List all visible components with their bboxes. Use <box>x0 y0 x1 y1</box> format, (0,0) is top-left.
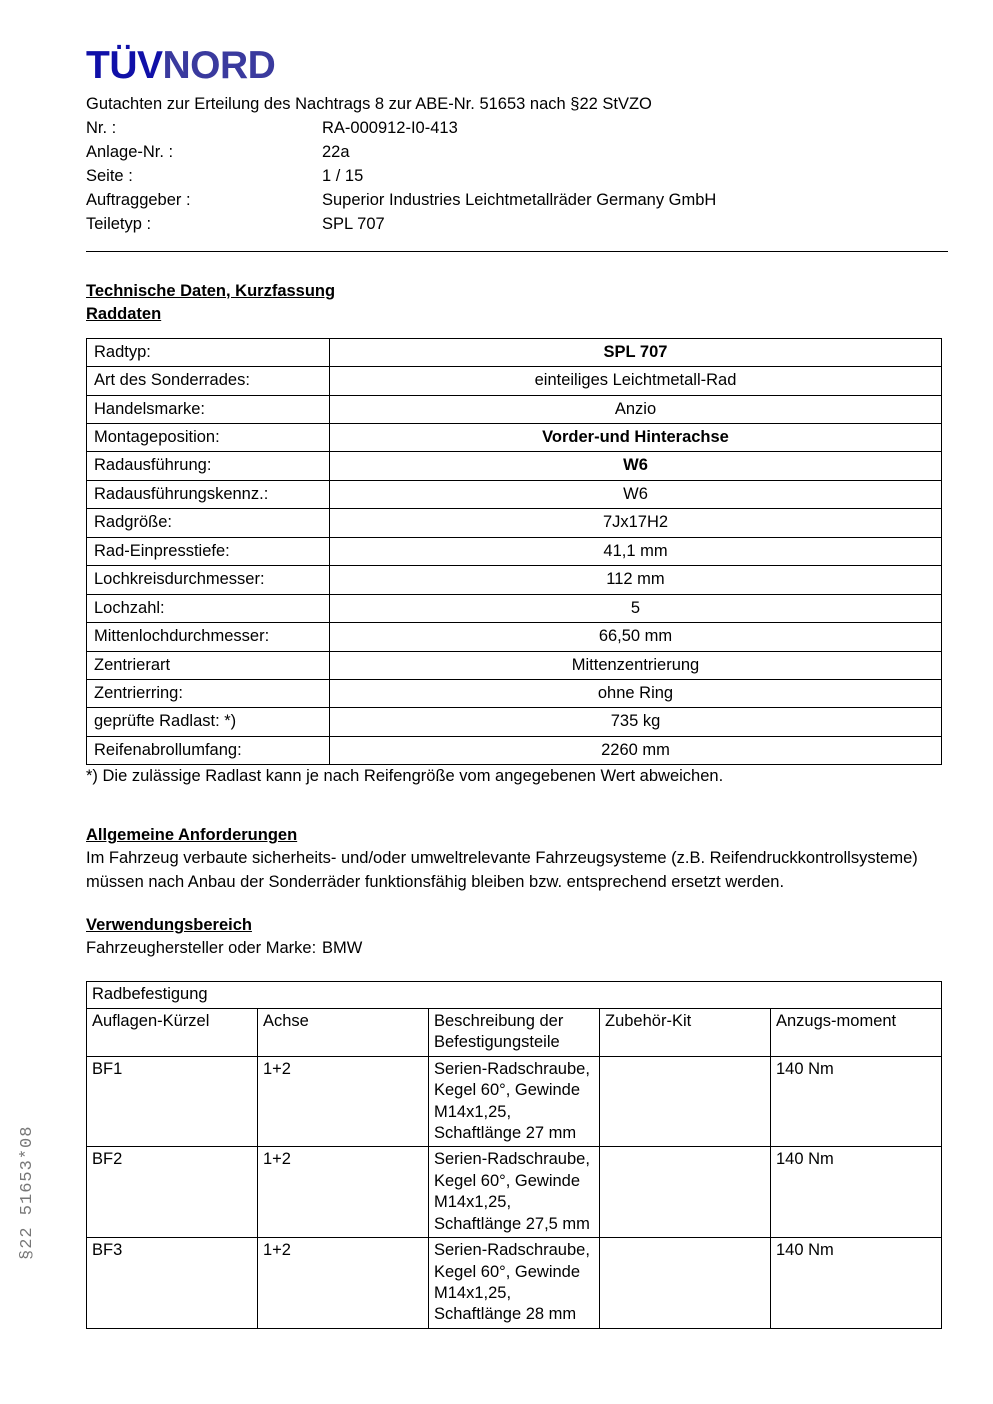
fastening-header-kit: Zubehör-Kit <box>600 1008 771 1056</box>
wheel-data-value: 735 kg <box>330 708 942 736</box>
wheel-data-key: Zentrierring: <box>87 679 330 707</box>
fastening-kuerzel: BF1 <box>87 1056 258 1147</box>
table-row <box>87 537 942 565</box>
wheel-data-value: 41,1 mm <box>330 537 942 565</box>
usage-value: BMW <box>322 939 363 958</box>
radlast-footnote: *) Die zulässige Radlast kann je nach Reifengröße vom angegebenen Wert abweichen. <box>86 767 724 786</box>
meta-row-nr <box>86 117 948 141</box>
meta-label-seite: Seite : <box>86 166 133 185</box>
vertical-stamp-text: §22 51653*08 <box>18 1125 37 1260</box>
wheel-data-value: 5 <box>330 594 942 622</box>
wheel-data-key: Lochkreisdurchmesser: <box>87 566 330 594</box>
usage-area-table <box>86 937 948 961</box>
fastening-beschreibung: Serien-Radschraube, Kegel 60°, Gewinde M14x1,25, Schaftlänge 28 mm <box>429 1238 600 1329</box>
usage-label: Fahrzeughersteller oder Marke: <box>86 939 317 958</box>
wheel-data-value: W6 <box>330 480 942 508</box>
table-row <box>87 679 942 707</box>
header-meta-table <box>86 117 948 237</box>
document-content <box>86 46 948 1329</box>
table-row <box>87 623 942 651</box>
tech-data-heading: Technische Daten, Kurzfassung <box>86 281 336 300</box>
wheel-data-key: Mittenlochdurchmesser: <box>87 623 330 651</box>
wheel-fastening-table <box>86 981 942 1329</box>
table-row <box>87 480 942 508</box>
wheel-data-key: Radgröße: <box>87 509 330 537</box>
table-row <box>87 452 942 480</box>
fastening-kit <box>600 1147 771 1238</box>
fastening-header-kuerzel: Auflagen-Kürzel <box>87 1008 258 1056</box>
meta-value-nr: RA-000912-I0-413 <box>322 118 458 137</box>
fastening-header-moment: Anzugs-moment <box>771 1008 942 1056</box>
meta-row-seite <box>86 165 948 189</box>
wheel-data-value: 2260 mm <box>330 736 942 764</box>
wheel-data-key: Radausführungskennz.: <box>87 480 330 508</box>
wheel-data-value: 112 mm <box>330 566 942 594</box>
table-row <box>87 338 942 366</box>
table-row <box>87 1147 942 1238</box>
meta-value-teiletyp: SPL 707 <box>322 214 385 233</box>
fastening-header-row <box>87 1008 942 1056</box>
table-row <box>87 1056 942 1147</box>
fastening-achse: 1+2 <box>258 1238 429 1329</box>
fastening-header-achse: Achse <box>258 1008 429 1056</box>
wheel-data-key: geprüfte Radlast: *) <box>87 708 330 736</box>
wheel-data-key: Radausführung: <box>87 452 330 480</box>
meta-value-anlage: 22a <box>322 142 350 161</box>
table-row <box>87 1238 942 1329</box>
meta-value-auftraggeber: Superior Industries Leichtmetallräder Germany GmbH <box>322 190 717 209</box>
table-row <box>87 395 942 423</box>
meta-row-anlage <box>86 141 948 165</box>
table-row <box>87 651 942 679</box>
wheel-data-value: Vorder-und Hinterachse <box>330 424 942 452</box>
wheel-data-key: Rad-Einpresstiefe: <box>87 537 330 565</box>
table-row <box>87 367 942 395</box>
meta-label-nr: Nr. : <box>86 118 117 137</box>
table-row <box>87 509 942 537</box>
wheel-data-key: Zentrierart <box>87 651 330 679</box>
fastening-kuerzel: BF2 <box>87 1147 258 1238</box>
meta-row-auftraggeber <box>86 189 948 213</box>
wheel-data-value: Mittenzentrierung <box>330 651 942 679</box>
fastening-caption: Radbefestigung <box>87 982 942 1008</box>
wheel-data-value: Anzio <box>330 395 942 423</box>
meta-value-seite: 1 / 15 <box>322 166 364 185</box>
wheel-data-heading: Raddaten <box>86 304 162 323</box>
fastening-moment: 140 Nm <box>771 1056 942 1147</box>
fastening-kit <box>600 1056 771 1147</box>
wheel-data-key: Montageposition: <box>87 424 330 452</box>
meta-label-teiletyp: Teiletyp : <box>86 214 152 233</box>
fastening-kuerzel: BF3 <box>87 1238 258 1329</box>
wheel-data-key: Radtyp: <box>87 338 330 366</box>
wheel-data-value: 7Jx17H2 <box>330 509 942 537</box>
wheel-data-value: 66,50 mm <box>330 623 942 651</box>
table-row <box>87 594 942 622</box>
fastening-achse: 1+2 <box>258 1147 429 1238</box>
wheel-data-value: SPL 707 <box>330 338 942 366</box>
meta-label-anlage: Anlage-Nr. : <box>86 142 174 161</box>
fastening-moment: 140 Nm <box>771 1147 942 1238</box>
wheel-data-table <box>86 338 942 766</box>
wheel-data-key: Handelsmarke: <box>87 395 330 423</box>
table-row <box>87 566 942 594</box>
wheel-data-key: Lochzahl: <box>87 594 330 622</box>
fastening-header-beschreibung: Beschreibung der Befestigungsteile <box>429 1008 600 1056</box>
wheel-data-key: Reifenabrollumfang: <box>87 736 330 764</box>
table-row <box>87 708 942 736</box>
wheel-data-value: einteiliges Leichtmetall-Rad <box>330 367 942 395</box>
table-row <box>87 736 942 764</box>
fastening-caption-row <box>87 982 942 1008</box>
fastening-beschreibung: Serien-Radschraube, Kegel 60°, Gewinde M14x1,25, Schaftlänge 27 mm <box>429 1056 600 1147</box>
meta-row-teiletyp <box>86 213 948 237</box>
logo-tuv-text: TÜV <box>86 44 163 87</box>
general-requirements-heading: Allgemeine Anforderungen <box>86 826 298 845</box>
wheel-data-value: W6 <box>330 452 942 480</box>
document-title: Gutachten zur Erteilung des Nachtrags 8 zur ABE-Nr. 51653 nach §22 StVZO <box>86 95 652 113</box>
general-requirements-text: Im Fahrzeug verbaute sicherheits- und/oder umweltrelevante Fahrzeugsysteme (z.B. Reifendruckkontrollsysteme) müssen nach Anbau der Sonderräder funktionsfähig bleiben bzw. entsprechend ersetzt werden. <box>86 849 918 891</box>
tuv-nord-logo <box>86 46 948 85</box>
usage-row <box>86 937 948 961</box>
wheel-data-key: Art des Sonderrades: <box>87 367 330 395</box>
table-row <box>87 424 942 452</box>
meta-label-auftraggeber: Auftraggeber : <box>86 190 191 209</box>
usage-area-heading: Verwendungsbereich <box>86 916 252 935</box>
fastening-achse: 1+2 <box>258 1056 429 1147</box>
fastening-moment: 140 Nm <box>771 1238 942 1329</box>
logo-nord-text: NORD <box>162 44 276 87</box>
fastening-kit <box>600 1238 771 1329</box>
fastening-beschreibung: Serien-Radschraube, Kegel 60°, Gewinde M14x1,25, Schaftlänge 27,5 mm <box>429 1147 600 1238</box>
wheel-data-value: ohne Ring <box>330 679 942 707</box>
